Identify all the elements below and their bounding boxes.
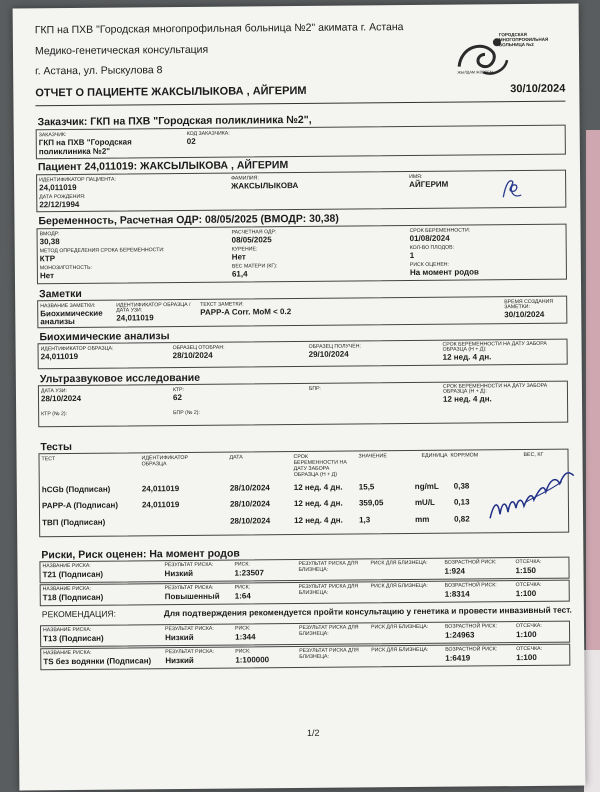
ultrasound-box [38, 381, 568, 428]
report-title-row [35, 83, 565, 104]
note-name-value-2: анализы [40, 316, 75, 327]
dob-value: 22/12/1994 [39, 199, 80, 210]
dob-label: ДАТА РОЖДЕНИЯ: [39, 193, 86, 201]
customer-code-label: КОД ЗАКАЗЧИКА: [186, 130, 230, 137]
note-name-value: Биохимические [40, 308, 103, 319]
col-term-3: ДАТУ ЗАБОРА [293, 465, 330, 473]
edd-value: 08/05/2025 [231, 235, 272, 245]
col-value: ЗНАЧЕНИЕ [358, 453, 387, 460]
test-unit: mm [415, 514, 430, 524]
org-line: ГКП на ПХВ "Городская многопрофильная больница №2" акимата г. Астана [34, 21, 404, 37]
surname-label: ФАМИЛИЯ: [231, 175, 259, 182]
biochem-term-value: 12 нед. 4 дн. [442, 352, 492, 362]
biochem-sample-label: ИДЕНТИФИКАТОР ОБРАЗЦА: [40, 345, 114, 353]
pregnancy-heading: Беременность, Расчетная ОДР: 08/05/2025 (ВМОДР: 30,38) [38, 212, 339, 228]
test-sample: 24,011019 [141, 484, 180, 494]
col-sample: ИДЕНТИФИКАТОР [141, 454, 189, 462]
col-sample-2: ОБРАЗЦА [141, 461, 167, 468]
risk-row [40, 580, 570, 607]
test-date: 28/10/2024 [230, 516, 271, 526]
edd-label: РАСЧЕТНАЯ ОДР: [231, 229, 277, 236]
tests-heading: Тесты [40, 440, 73, 454]
us-term-label-2: ОБРАЗЦА (Н + Д): [442, 388, 487, 395]
address-line: г. Астана, ул. Рыскулова 8 [35, 64, 163, 78]
initials-signature [499, 175, 525, 203]
age-risk-label: ВОЗРАСТНОЙ РИСК: [444, 582, 497, 589]
risk-assessed-label: РИСК ОЦЕНЕН: [409, 261, 450, 269]
twin-result-label-2: БЛИЗНЕЦА: [299, 653, 329, 661]
risk-result: Низкий [165, 655, 194, 666]
cutoff-value: 1:150 [515, 565, 537, 576]
dept-line: Медико-генетическая консультация [34, 43, 209, 58]
age-risk-value: 1:8314 [444, 589, 470, 599]
col-term-4: ОБРАЗЦА (Н + Д) [293, 471, 338, 479]
risk-name-label: НАЗВАНИЕ РИСКА: [43, 649, 92, 657]
us-date-label: ДАТА УЗИ: [40, 388, 67, 395]
risk-label: РИСК: [234, 584, 251, 591]
customer-name-value: ГКП на ПХВ "Городская [38, 137, 132, 148]
twin-risk-label: РИСК ДЛЯ БЛИЗНЕЦА: [371, 646, 429, 654]
method-value: КТР [39, 254, 56, 264]
risk-result: Низкий [165, 632, 194, 643]
weight-label: ВЕС МАТЕРИ (КГ): [231, 263, 278, 270]
twin-result-label: РЕЗУЛЬТАТ РИСКА ДЛЯ [298, 624, 359, 632]
col-unit: ЕДИНИЦА [421, 452, 448, 459]
twin-result-label-2: БЛИЗНЕЦА: [298, 566, 329, 574]
page-number: 1/2 [306, 727, 320, 738]
bpr2-label: БПР (№ 2): [173, 409, 200, 417]
note-text-value: PAPP-A Corr. MoM < 0.2 [200, 307, 292, 317]
risk-row [40, 644, 570, 671]
risk-name: T13 (Подписан) [43, 633, 104, 644]
pregnancy-box [37, 224, 567, 285]
term-label: СРОК БЕРЕМЕННОСТИ: [409, 227, 471, 235]
first-name-value: АЙГЕРИМ [409, 179, 449, 190]
notes-box [37, 296, 567, 329]
logo-caption: ГОРОДСКАЯ МНОГОПРОФИЛЬНАЯ БОЛЬНИЦА №2 [498, 31, 549, 48]
risk-row [39, 557, 569, 584]
twin-risk-label: РИСК ДЛЯ БЛИЗНЕЦА: [370, 582, 428, 590]
weight-value: 61,4 [231, 269, 248, 279]
test-corr: 0,82 [454, 514, 470, 524]
bpr-label: БПР: [308, 385, 321, 392]
biochem-heading: Биохимические анализы [39, 330, 170, 344]
us-term-label: СРОК БЕРЕМЕННОСТИ НА ДАТУ ЗАБОРА [442, 382, 548, 390]
age-risk-value: 1:924 [444, 566, 466, 576]
risk-label: РИСК: [235, 648, 251, 655]
twin-risk-label: РИСК ДЛЯ БЛИЗНЕЦА: [370, 623, 429, 631]
smoking-label: КУРЕНИЕ: [231, 246, 258, 253]
note-sample-value: 24,011019 [116, 313, 154, 323]
patient-id-label: ИДЕНТИФИКАТОР ПАЦИЕНТА: [39, 176, 116, 184]
fetuses-value: 1 [409, 250, 415, 261]
us-date-value: 28/10/2024 [40, 393, 82, 404]
col-term-2: БЕРЕМЕННОСТИ НА [293, 459, 347, 467]
customer-name-value-2: поликлиника №2" [38, 146, 111, 157]
patient-box [36, 170, 566, 213]
col-corr: КОРР.МОМ [450, 452, 479, 459]
col-test: ТЕСТ [41, 456, 56, 463]
cutoff-value: 1:100 [516, 629, 537, 640]
risk-assessed-value: На момент родов [409, 267, 479, 278]
surname-value: ЖАКСЫЛЫКОВА [231, 180, 299, 191]
monozygotic-label: МОНОЗИГОТНОСТЬ: [39, 264, 92, 272]
risk-value: 1:100000 [235, 655, 270, 665]
sample-received-label: ОБРАЗЕЦ ПОЛУЧЕН: [308, 343, 361, 350]
risk-name-label: НАЗВАНИЕ РИСКА: [42, 585, 91, 593]
sample-taken-value: 28/10/2024 [172, 350, 213, 361]
fetuses-label: КОЛ-ВО ПЛОДОВ: [409, 244, 455, 252]
twin-result-label: РЕЗУЛЬТАТ РИСКА ДЛЯ [299, 647, 359, 655]
twin-result-label-2: БЛИЗНЕЦА: [298, 589, 329, 597]
risk-result: Низкий [164, 568, 194, 579]
cutoff-label: ОТСЕЧКА: [515, 581, 542, 589]
note-created-label: ВРЕМЯ СОЗДАНИЯ [504, 298, 554, 306]
twin-result-label: РЕЗУЛЬТАТ РИСКА ДЛЯ [298, 583, 359, 591]
test-date: 28/10/2024 [229, 499, 271, 509]
risk-value: 1:64 [234, 591, 251, 601]
biochem-term-label: СРОК БЕРЕМЕННОСТИ НА ДАТУ ЗАБОРА [442, 340, 547, 348]
recommendation-text: Для подтверждения рекомендуется пройти консультацию у генетика и провести инвазивный тест. [163, 604, 572, 619]
cutoff-label: ОТСЕЧКА: [515, 558, 542, 566]
cutoff-label: ОТСЕЧКА: [516, 645, 543, 653]
note-text-label: ТЕКСТ ЗАМЕТКИ: [200, 301, 244, 308]
notes-heading: Заметки [39, 287, 82, 301]
risk-name: T21 (Подписан) [42, 569, 104, 580]
risk-name: TS без водянки (Подписан) [43, 656, 152, 667]
monozygotic-value: Нет [39, 271, 55, 281]
recommendation-label: РЕКОМЕНДАЦИЯ: [41, 608, 116, 620]
risk-name: T18 (Подписан) [42, 592, 104, 603]
age-risk-value: 1:24963 [445, 630, 475, 640]
age-risk-label: ВОЗРАСТНОЙ РИСК: [445, 646, 498, 653]
risks-heading: Риски, Риск оценен: На момент родов [41, 547, 240, 562]
risk-label: РИСК: [234, 561, 250, 568]
col-weight: ВЕС, КГ [523, 451, 544, 459]
note-name-label: НАЗВАНИЕ ЗАМЕТКИ: [40, 302, 96, 310]
report-date: 30/10/2024 [510, 82, 566, 96]
risk-result-label: РЕЗУЛЬТАТ РИСКА: [164, 561, 214, 569]
twin-result-label-2: БЛИЗНЕЦА: [299, 630, 329, 638]
vmodr-label: ВМОДР: [39, 231, 60, 238]
risk-row [40, 621, 570, 648]
risk-value: 1:23507 [234, 568, 264, 578]
test-value: 359,05 [358, 498, 384, 508]
age-risk-label: ВОЗРАСТНОЙ РИСК: [444, 623, 498, 630]
hospital-logo [453, 26, 564, 87]
risk-result-label: РЕЗУЛЬТАТ РИСКА: [164, 584, 214, 592]
smoking-value: Нет [231, 252, 246, 262]
background-sheet [586, 130, 600, 650]
sample-taken-label: ОБРАЗЕЦ ОТОБРАН: [172, 344, 225, 352]
test-name: hCGb (Подписан) [41, 484, 111, 495]
term-value: 01/08/2024 [409, 233, 450, 244]
us-term-value: 12 нед. 4 дн. [442, 394, 492, 404]
risk-result: Повышенный [164, 591, 220, 602]
note-created-label-2: ЗАМЕТКИ: [504, 303, 530, 311]
customer-name-label: ЗАКАЗЧИК: [38, 132, 67, 139]
test-name: PAPP-A (Подписан) [41, 500, 119, 511]
doctor-signature [486, 462, 579, 525]
patient-id-value: 24,011019 [39, 182, 77, 193]
test-value: 1,3 [359, 515, 371, 525]
age-risk-value: 1:6419 [445, 653, 471, 663]
biochem-sample-value: 24,011019 [40, 351, 79, 362]
cutoff-label: ОТСЕЧКА: [515, 622, 542, 630]
ultrasound-heading: Ультразвуковое исследование [39, 371, 201, 386]
test-sample: 24,011019 [141, 500, 180, 510]
report-title: ОТЧЕТ О ПАЦИЕНТЕ ЖАКСЫЛЫКОВА , АЙГЕРИМ [35, 84, 307, 100]
risk-name-label: НАЗВАНИЕ РИСКА: [42, 626, 92, 634]
test-value: 15,5 [358, 482, 375, 492]
test-unit: mU/L [414, 497, 435, 507]
method-label: МЕТОД ОПРЕДЕЛЕНИЯ СРОКА БЕРЕМЕННОСТИ: [39, 247, 165, 255]
cutoff-value: 1:100 [516, 652, 537, 663]
ktr2-label: КТР (№ 2): [41, 411, 68, 418]
note-created-value: 30/10/2024 [504, 309, 545, 320]
biochem-box [38, 339, 568, 370]
customer-code-value: 02 [186, 136, 196, 146]
test-corr: 0,13 [453, 497, 470, 507]
note-sample-label-2: ДАТА УЗИ: [116, 307, 143, 314]
test-unit: ng/mL [414, 481, 439, 491]
risk-result-label: РЕЗУЛЬТАТ РИСКА: [165, 648, 215, 656]
test-name: ТВП (Подписан) [42, 517, 106, 528]
patient-heading: Пациент 24,011019: ЖАКСЫЛЫКОВА , АЙГЕРИМ [37, 159, 289, 174]
vmodr-value: 30,38 [39, 237, 60, 247]
cutoff-value: 1:100 [515, 588, 537, 599]
first-name-label: ИМЯ: [409, 173, 423, 181]
col-term: СРОК [293, 453, 309, 461]
sample-received-value: 29/10/2024 [308, 349, 349, 359]
risk-value: 1:344 [235, 632, 256, 642]
risk-name-label: НАЗВАНИЕ РИСКА: [42, 562, 91, 570]
test-date: 28/10/2024 [229, 483, 270, 493]
test-term: 12 нед. 4 дн. [293, 498, 343, 509]
twin-risk-label: РИСК ДЛЯ БЛИЗНЕЦА: [370, 559, 428, 567]
col-date: ДАТА [229, 454, 243, 461]
logo-subcaption: ЖЫЛДАМ ЖӘРДЕМ [457, 70, 493, 75]
ktr-label: КТР: [172, 387, 184, 394]
note-sample-label: ИДЕНТИФИКАТОР ОБРАЗЦА / [116, 301, 191, 309]
report-page [13, 4, 586, 791]
ktr-value: 62 [172, 393, 182, 403]
customer-heading: Заказчик: ГКП на ПХВ "Городская поликлиника №2", [37, 113, 312, 129]
background-sheet [584, 650, 600, 792]
risk-label: РИСК: [234, 625, 251, 632]
twin-result-label: РЕЗУЛЬТАТ РИСКА ДЛЯ [298, 560, 358, 568]
test-term: 12 нед. 4 дн. [294, 515, 343, 526]
customer-box [36, 125, 566, 160]
tests-table [38, 449, 569, 538]
biochem-term-label-2: ОБРАЗЦА (Н + Д): [442, 346, 487, 353]
age-risk-label: ВОЗРАСТНОЙ РИСК: [444, 559, 497, 566]
test-term: 12 нед. 4 дн. [293, 482, 343, 493]
test-corr: 0,38 [453, 481, 470, 491]
risk-result-label: РЕЗУЛЬТАТ РИСКА: [164, 625, 214, 633]
